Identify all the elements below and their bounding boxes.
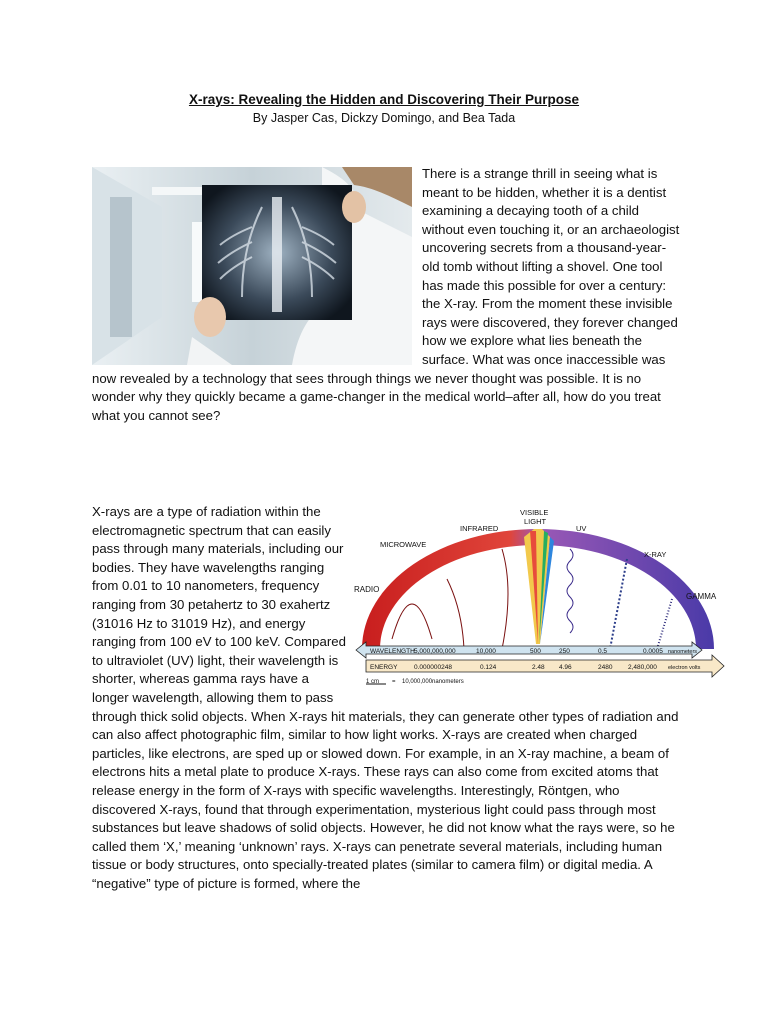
document-authors: By Jasper Cas, Dickzy Domingo, and Bea Tada bbox=[252, 111, 516, 125]
label-uv: UV bbox=[576, 524, 587, 533]
scale-value: 10,000,000nanometers bbox=[402, 679, 464, 685]
wavelength-value: 0.0005 bbox=[643, 648, 663, 655]
label-gamma: GAMMA bbox=[686, 592, 717, 601]
wavelength-value: 250 bbox=[559, 648, 570, 655]
document-title: X-rays: Revealing the Hidden and Discovering Their Purpose bbox=[188, 92, 580, 107]
energy-unit: electron volts bbox=[668, 665, 701, 671]
wavelength-value: 5,000,000,000 bbox=[414, 648, 456, 655]
wavelength-value: 500 bbox=[530, 648, 541, 655]
label-xray: X-RAY bbox=[644, 550, 667, 559]
wavelength-value: 10,000 bbox=[476, 648, 496, 655]
label-infrared: INFRARED bbox=[460, 524, 499, 533]
scale-equals: = bbox=[392, 679, 396, 685]
energy-value: 0.124 bbox=[480, 664, 497, 671]
energy-value: 0.000000248 bbox=[414, 664, 452, 671]
wavelength-value: 0.5 bbox=[598, 648, 608, 655]
intro-section bbox=[92, 165, 682, 425]
doctor-xray-photo bbox=[92, 167, 412, 365]
label-microwave: MICROWAVE bbox=[380, 540, 427, 549]
label-visible: VISIBLE bbox=[520, 509, 549, 517]
energy-value: 4.96 bbox=[559, 664, 572, 671]
label-radio: RADIO bbox=[354, 585, 380, 594]
intro-paragraph: There is a strange thrill in seeing what is meant to be hidden, whether it is a dentist examining a decaying tooth of a child without even touching it, or an archaeologist uncovering secrets from a thousand-year-old tomb without lifting a shovel. One tool has made this possible for over a century: the X-ray. From the moment these invisible rays were discovered, they forever changed how we explore what lies beneath the surface. What was once inaccessible was now revealed by a technology that sees through things we never thought was possible. It is no wonder why they quickly became a game-changer in the medical world–after all, how do you treat what you cannot see? bbox=[92, 166, 680, 423]
xray-section bbox=[92, 503, 717, 893]
energy-label: ENERGY bbox=[370, 664, 398, 671]
wavelength-unit: nanometers bbox=[668, 649, 698, 655]
xray-paragraph: X-rays are a type of radiation within the electromagnetic spectrum that can easily pass through many materials, including our bodies. They have wavelengths ranging from 0.01 to 10 nanometers, frequency ranging from 30 petahertz to 30 exahertz (31016 Hz to 31019 Hz), and energy ranging from 100 eV to 100 keV. Compared to ultraviolet (UV) light, their wavelength is shorter, whereas gamma rays have a longer wavelength, allowing them to pass through thick solid objects. When X-rays hit materials, they can generate other types of radiation and can also affect photographic film, similar to how light works. X-rays are created when charged particles, like electrons, are sped up or slowed down. For example, in an X-ray machine, a beam of electrons hits a metal plate to produce X-rays. These rays can also come from excited atoms that release energy in the form of X-rays with specific wavelengths. Interestingly, Röntgen, who discovered X-rays, found that through experimentation, mysterious light could pass through most substances but leave shadows of solid objects. However, he did not know what the rays were, so he called them ‘X,’ meaning ‘unknown’ rays. X-rays can penetrate several materials, including human tissue or body structures, onto specially-treated plates (similar to camera film) or digital media. A “negative” type of picture is formed, where the bbox=[92, 504, 679, 891]
energy-value: 2.48 bbox=[532, 664, 545, 671]
label-light: LIGHT bbox=[524, 517, 547, 526]
energy-value: 2,480,000 bbox=[628, 664, 657, 671]
energy-value: 2480 bbox=[598, 664, 613, 671]
electromagnetic-spectrum-diagram bbox=[352, 509, 728, 697]
scale-bar-label: 1 cm bbox=[366, 679, 380, 685]
wavelength-label: WAVELENGTH bbox=[370, 648, 415, 655]
